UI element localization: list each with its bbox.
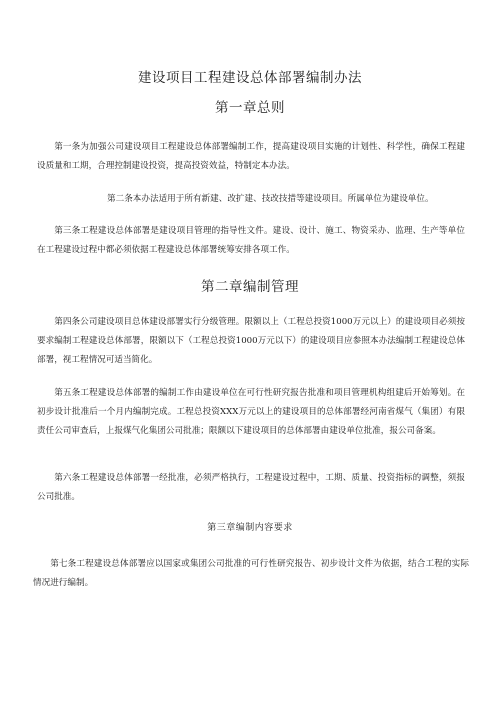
article-1: 第一条为加强公司建设项目工程建设总体部署编制工作，提高建设项目实施的计划性、科学性，确保工程建设质量和工期，合理控制建设投资，提高投资效益，特制定本办法。 <box>37 142 465 171</box>
article-7: 第七条工程建设总体部署应以国家或集团公司批准的可行性研究报告、初步设计文件为依据，结合工程的实际情况进行编制。 <box>33 559 469 588</box>
article-5: 第五条工程建设总体部署的编制工作由建设单位在可行性研究报告批准和项目管理机构组建后开始筹划。在初步设计批准后一个月内编制完成。工程总投资XXX万元以上的建设项目的总体部署经河南省煤气（集团）有限责任公司审查后，上报煤气化集团公司批准；限额以下建设项目的总体部署由建设单位批准，报公司备案。 <box>37 388 465 436</box>
chapter-3-heading: 第三章编制内容要求 <box>207 523 293 533</box>
article-6: 第六条工程建设总体部署一经批准，必须严格执行，工程建设过程中，工期、质量、投资指标的调整，须报公司批准。 <box>37 473 465 502</box>
chapter-2-heading: 第二章编制管理 <box>201 279 299 295</box>
document-title: 建设项目工程建设总体部署编制办法 <box>138 70 362 86</box>
article-3: 第三条工程建设总体部署是建设项目管理的指导性文件。建设、设计、施工、物资采办、监理、生产等单位在工程建设过程中都必须依据工程建设总体部署统筹安排各项工作。 <box>37 226 465 255</box>
article-4: 第四条公司建设项目总体建设部署实行分级管理。限额以上（工程总投资1000万元以上）的建设项目必须按要求编制工程建设总体部署，限额以下（工程总投资1000万元以下）的建设项目应参照本办法编制工程建设总体部署，视工程情况可适当简化。 <box>37 317 465 365</box>
chapter-1-heading: 第一章总则 <box>215 100 285 116</box>
article-2: 第二条本办法适用于所有新建、改扩建、技改技措等建设项目。所属单位为建设单位。 <box>107 194 434 204</box>
